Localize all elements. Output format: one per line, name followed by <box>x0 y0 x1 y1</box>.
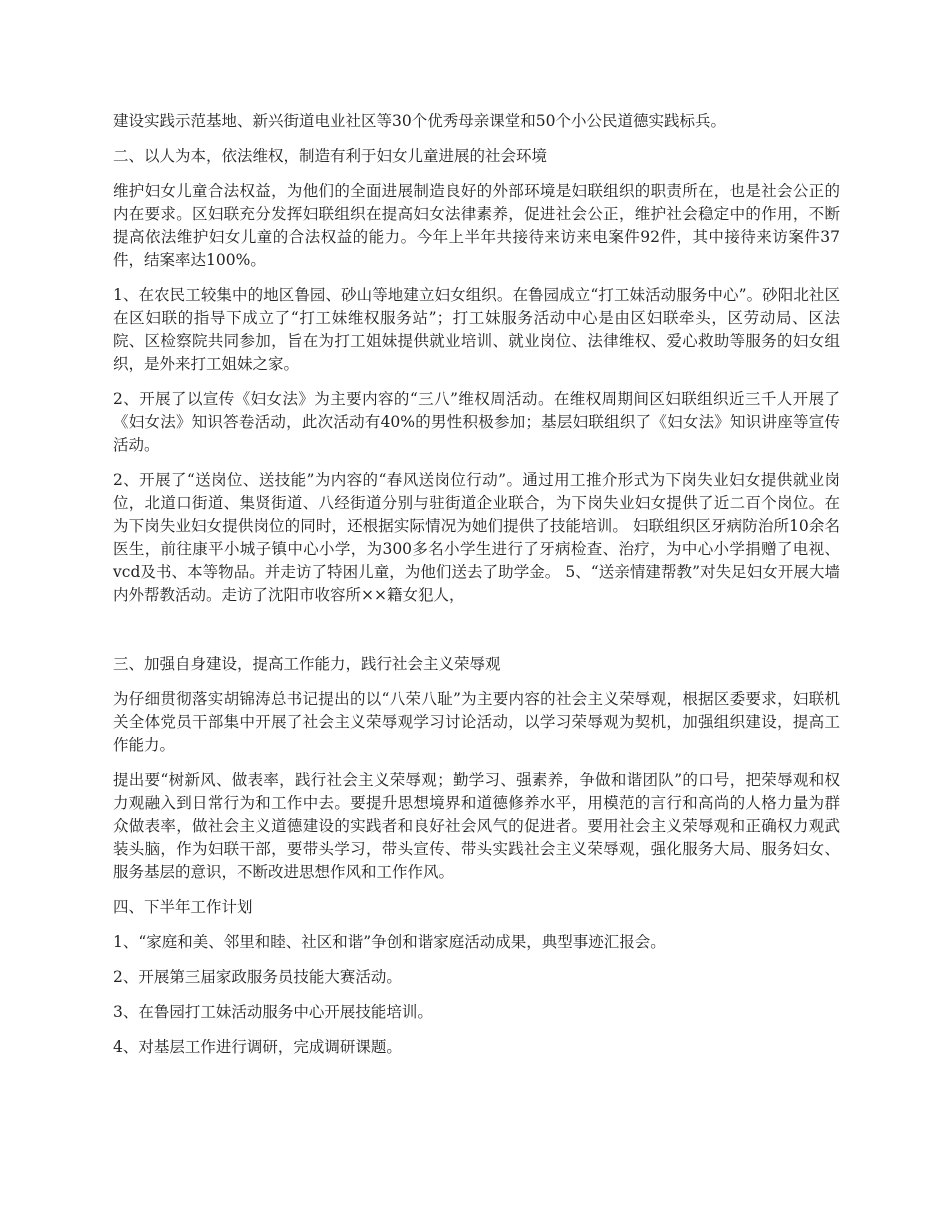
paragraph: 2、开展了以宣传《妇女法》为主要内容的“三八”维权周活动。在维权周期间区妇联组织近三千人开展了《妇女法》知识答卷活动，此次活动有40%的男性积极参加；基层妇联组织了《妇女法》知识讲座等宣传活动。 <box>113 390 840 454</box>
paragraph: 2、开展了“送岗位、送技能”为内容的“春风送岗位行动”。通过用工推介形式为下岗失业妇女提供就业岗位，北道口街道、集贤街道、八经街道分别与驻街道企业联合，为下岗失业妇女提供了近二百个岗位。在为下岗失业妇女提供岗位的同时，还根据实际情况为她们提供了技能培训。 妇联组织区牙病防治所10余名医生，前往康平小城子镇中心小学，为300多名小学生进行了牙病检查、治疗，为中心小学捐赠了电视、vcd及书、本等物品。并走访了特困儿童，为他们送去了助学金。 5、“送亲情建帮教”对失足妇女开展大墙内外帮教活动。走访了沈阳市收容所××籍女犯人， <box>113 471 840 604</box>
paragraph: 维护妇女儿童合法权益，为他们的全面进展制造良好的外部环境是妇联组织的职责所在，也是社会公正的内在要求。区妇联充分发挥妇联组织在提高妇女法律素养，促进社会公正，维护社会稳定中的作用，不断提高依法维护妇女儿童的合法权益的能力。今年上半年共接待来访来电案件92件，其中接待来访案件37件，结案率达100%。 <box>113 182 840 269</box>
section-heading-4: 四、下半年工作计划 <box>113 898 253 916</box>
paragraph-continuation: 建设实践示范基地、新兴街道电业社区等30个优秀母亲课堂和50个小公民道德实践标兵。 <box>113 112 726 130</box>
blank-space <box>113 619 840 653</box>
plan-item: 3、在鲁园打工妹活动服务中心开展技能培训。 <box>113 1003 433 1021</box>
plan-item: 2、开展第三届家政服务员技能大赛活动。 <box>113 968 402 986</box>
paragraph: 提出要“树新风、做表率，践行社会主义荣辱观；勤学习、强素养，争做和谐团队”的口号，把荣辱观和权力观融入到日常行为和工作中去。要提升思想境界和道德修养水平，用模范的言行和高尚的人格力量为群众做表率，做社会主义道德建设的实践者和良好社会风气的促进者。要用社会主义荣辱观和正确权力观武装头脑，作为妇联干部，要带头学习，带头宣传、带头实践社会主义荣辱观，强化服务大局、服务妇女、服务基层的意识，不断改进思想作风和工作作风。 <box>113 771 840 881</box>
plan-item: 1、“家庭和美、邻里和睦、社区和谐”争创和谐家庭活动成果，典型事迹汇报会。 <box>113 933 666 951</box>
section-heading-2: 二、以人为本，依法维权，制造有利于妇女儿童进展的社会环境 <box>113 147 548 165</box>
document-body <box>113 110 840 1071</box>
paragraph: 为仔细贯彻落实胡锦涛总书记提出的以“八荣八耻”为主要内容的社会主义荣辱观，根据区委要求，妇联机关全体党员干部集中开展了社会主义荣辱观学习讨论活动，以学习荣辱观为契机，加强组织建设，提高工作能力。 <box>113 690 840 754</box>
section-heading-3: 三、加强自身建设，提高工作能力，践行社会主义荣辱观 <box>113 655 501 673</box>
plan-item: 4、对基层工作进行调研，完成调研课题。 <box>113 1038 402 1056</box>
paragraph: 1、在农民工较集中的地区鲁园、砂山等地建立妇女组织。在鲁园成立“打工妹活动服务中心”。砂阳北社区在区妇联的指导下成立了“打工妹维权服务站”；打工妹服务活动中心是由区妇联牵头，区劳动局、区法院、区检察院共同参加，旨在为打工姐妹提供就业培训、就业岗位、法律维权、爱心救助等服务的妇女组织，是外来打工姐妹之家。 <box>113 286 840 373</box>
